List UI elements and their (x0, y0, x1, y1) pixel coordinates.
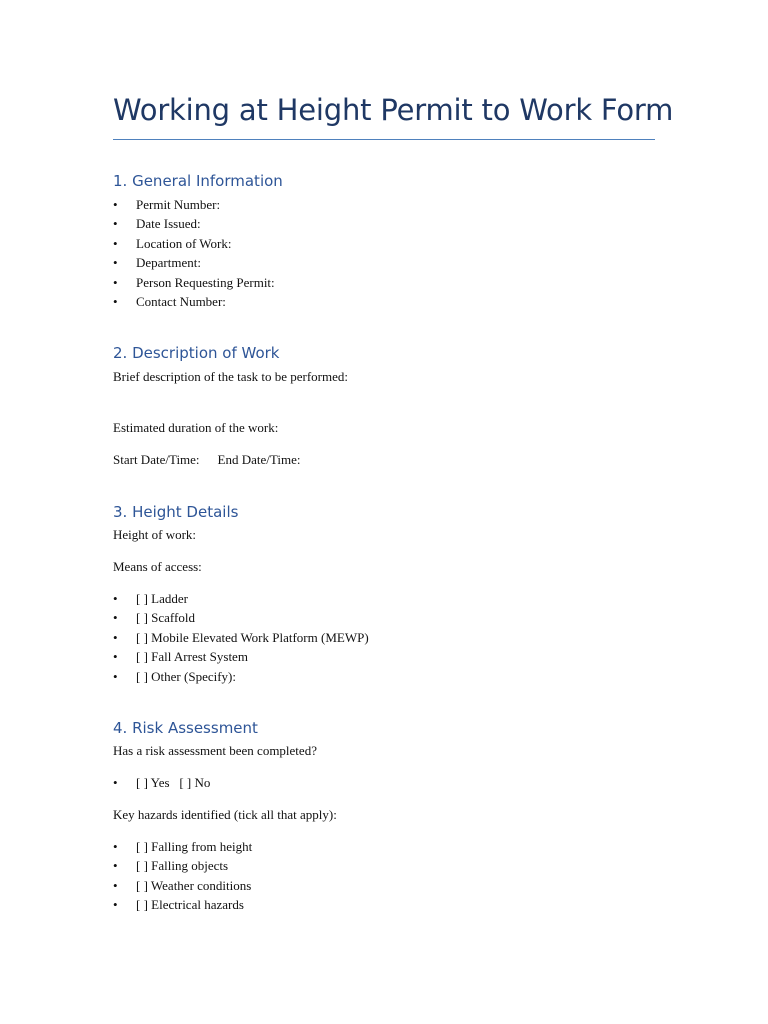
bullet-icon: • (113, 897, 118, 913)
section-heading-height-details: 3. Height Details (113, 503, 239, 521)
duration-label: Estimated duration of the work: (113, 420, 279, 435)
section-heading-risk-assessment: 4. Risk Assessment (113, 719, 258, 737)
list-item (113, 197, 275, 216)
bullet-icon: • (113, 235, 118, 251)
list-item-label: [ ] Fall Arrest System (136, 649, 248, 665)
list-item-label: [ ] Electrical hazards (136, 897, 244, 913)
list-item-label: [ ] Falling from height (136, 839, 253, 854)
bullet-icon: • (113, 197, 118, 212)
risk-assessment-question: Has a risk assessment been completed? (113, 743, 317, 758)
hazards-list (113, 839, 252, 917)
means-of-access-label: Means of access: (113, 559, 202, 574)
list-item (113, 669, 369, 688)
list-item (113, 216, 275, 235)
bullet-icon: • (113, 649, 118, 665)
bullet-icon: • (113, 775, 118, 790)
access-options-list (113, 591, 369, 688)
date-time-row (113, 452, 300, 468)
bullet-icon: • (113, 839, 118, 854)
list-item (113, 610, 369, 629)
end-date-time-label: End Date/Time: (217, 452, 301, 467)
list-item (113, 839, 252, 858)
start-date-time-label: Start Date/Time: (113, 452, 200, 467)
task-description-label: Brief description of the task to be performed: (113, 369, 349, 384)
bullet-icon: • (113, 274, 118, 290)
bullet-icon: • (113, 858, 118, 874)
bullet-icon: • (113, 668, 118, 684)
list-item-label: [ ] Other (Specify): (136, 668, 236, 684)
list-item-label: Permit Number: (136, 197, 221, 212)
section-heading-general-information: 1. General Information (113, 172, 283, 190)
bullet-icon: • (113, 610, 118, 626)
yes-no-list (113, 775, 210, 794)
bullet-icon: • (113, 293, 118, 309)
list-item (113, 275, 275, 294)
list-item (113, 897, 252, 916)
list-item (113, 630, 369, 649)
section-heading-description-of-work: 2. Description of Work (113, 344, 280, 362)
list-item (113, 236, 275, 255)
list-item (113, 858, 252, 877)
list-item-label: Date Issued: (136, 216, 201, 232)
bullet-icon: • (113, 255, 118, 271)
list-item-label: Location of Work: (136, 235, 232, 251)
list-item (113, 294, 275, 313)
list-item-label: Contact Number: (136, 293, 226, 309)
bullet-icon: • (113, 877, 118, 893)
document-title: Working at Height Permit to Work Form (113, 93, 674, 127)
list-item-label: [ ] Weather conditions (136, 877, 252, 893)
hazards-label: Key hazards identified (tick all that apply): (113, 807, 337, 822)
list-item-label: [ ] Falling objects (136, 858, 229, 874)
list-item (113, 649, 369, 668)
list-item-label: [ ] Ladder (136, 591, 188, 606)
bullet-icon: • (113, 216, 118, 232)
list-item-label: [ ] Mobile Elevated Work Platform (MEWP) (136, 629, 369, 645)
bullet-icon: • (113, 591, 118, 606)
title-underline (113, 139, 655, 140)
list-item (113, 255, 275, 274)
list-item-label: [ ] Scaffold (136, 610, 195, 626)
list-item-label: Person Requesting Permit: (136, 274, 275, 290)
general-information-list (113, 197, 275, 313)
bullet-icon: • (113, 629, 118, 645)
list-item (113, 591, 369, 610)
list-item (113, 878, 252, 897)
list-item-label: Department: (136, 255, 201, 271)
list-item (113, 775, 210, 794)
height-of-work-label: Height of work: (113, 527, 197, 542)
yes-no-options: [ ] Yes [ ] No (136, 775, 211, 790)
